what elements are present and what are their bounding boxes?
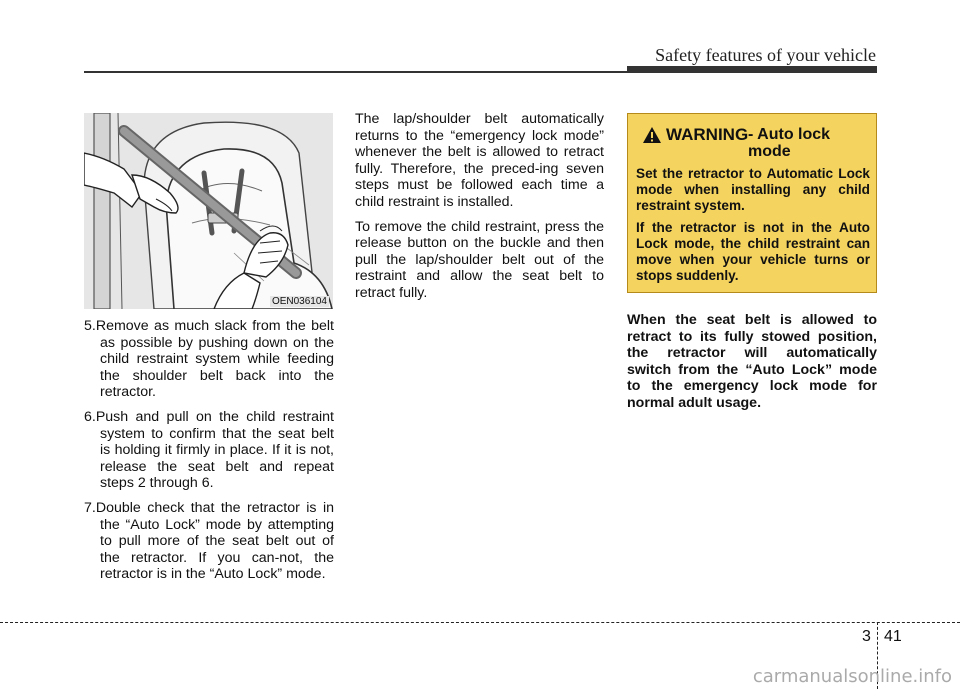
step-6: 6.Push and pull on the child restraint system to confirm that the seat belt is holding it firmly in place. If it is not, release the seat belt and repeat steps 2 through 6. — [84, 408, 334, 492]
child-seat-drawing — [84, 113, 333, 309]
emergency-lock-paragraph: The lap/shoulder belt automatically returns to the “emergency lock mode” whenever the belt is allowed to retract fully. Therefore, the preced-ing seven steps must be followed each time a child restraint is installed. — [355, 111, 604, 210]
step-7: 7.Double check that the retractor is in the “Auto Lock” mode by attempting to pull more of the seat belt out of the retractor. If you can-not, the retractor is in the “Auto Lock” mode. — [84, 499, 334, 583]
left-column-steps — [84, 318, 334, 591]
section-number: 3 — [862, 628, 871, 645]
figure-code-label: OEN036104 — [271, 296, 327, 307]
warning-topic: - Auto lock mode — [748, 126, 831, 160]
warning-triangle-icon — [642, 126, 662, 144]
warning-text-2: If the retractor is not in the Auto Lock mode, the child restraint can move when your vehicle turns or stops suddenly. — [636, 220, 870, 283]
right-column-text — [627, 312, 877, 420]
page-number: 41 — [884, 628, 902, 645]
remove-restraint-paragraph: To remove the child restraint, press the release button on the buckle and then pull the lap/shoulder belt out of the restraint and allow the seat belt to retract fully. — [355, 218, 604, 301]
running-header-title: Safety features of your vehicle — [655, 45, 876, 65]
auto-lock-release-paragraph: When the seat belt is allowed to retract to its fully stowed position, the retractor will automatically switch from the “Auto Lock” mode to the emergency lock mode for normal adult usage. — [627, 312, 877, 411]
warning-text-1: Set the retractor to Automatic Lock mode when installing any child restraint system. — [636, 166, 870, 213]
footer-rule — [0, 622, 960, 623]
warning-label: WARNING — [666, 125, 749, 144]
warning-box — [627, 113, 877, 293]
site-watermark: carmanualsonline.info — [752, 666, 952, 687]
step-5: 5.Remove as much slack from the belt as possible by pushing down on the child restraint system while feeding the shoulder belt back into the retractor. — [84, 318, 334, 401]
middle-column-text — [355, 111, 604, 310]
seat-belt-illustration — [84, 113, 333, 309]
header-rule-accent — [627, 66, 877, 73]
